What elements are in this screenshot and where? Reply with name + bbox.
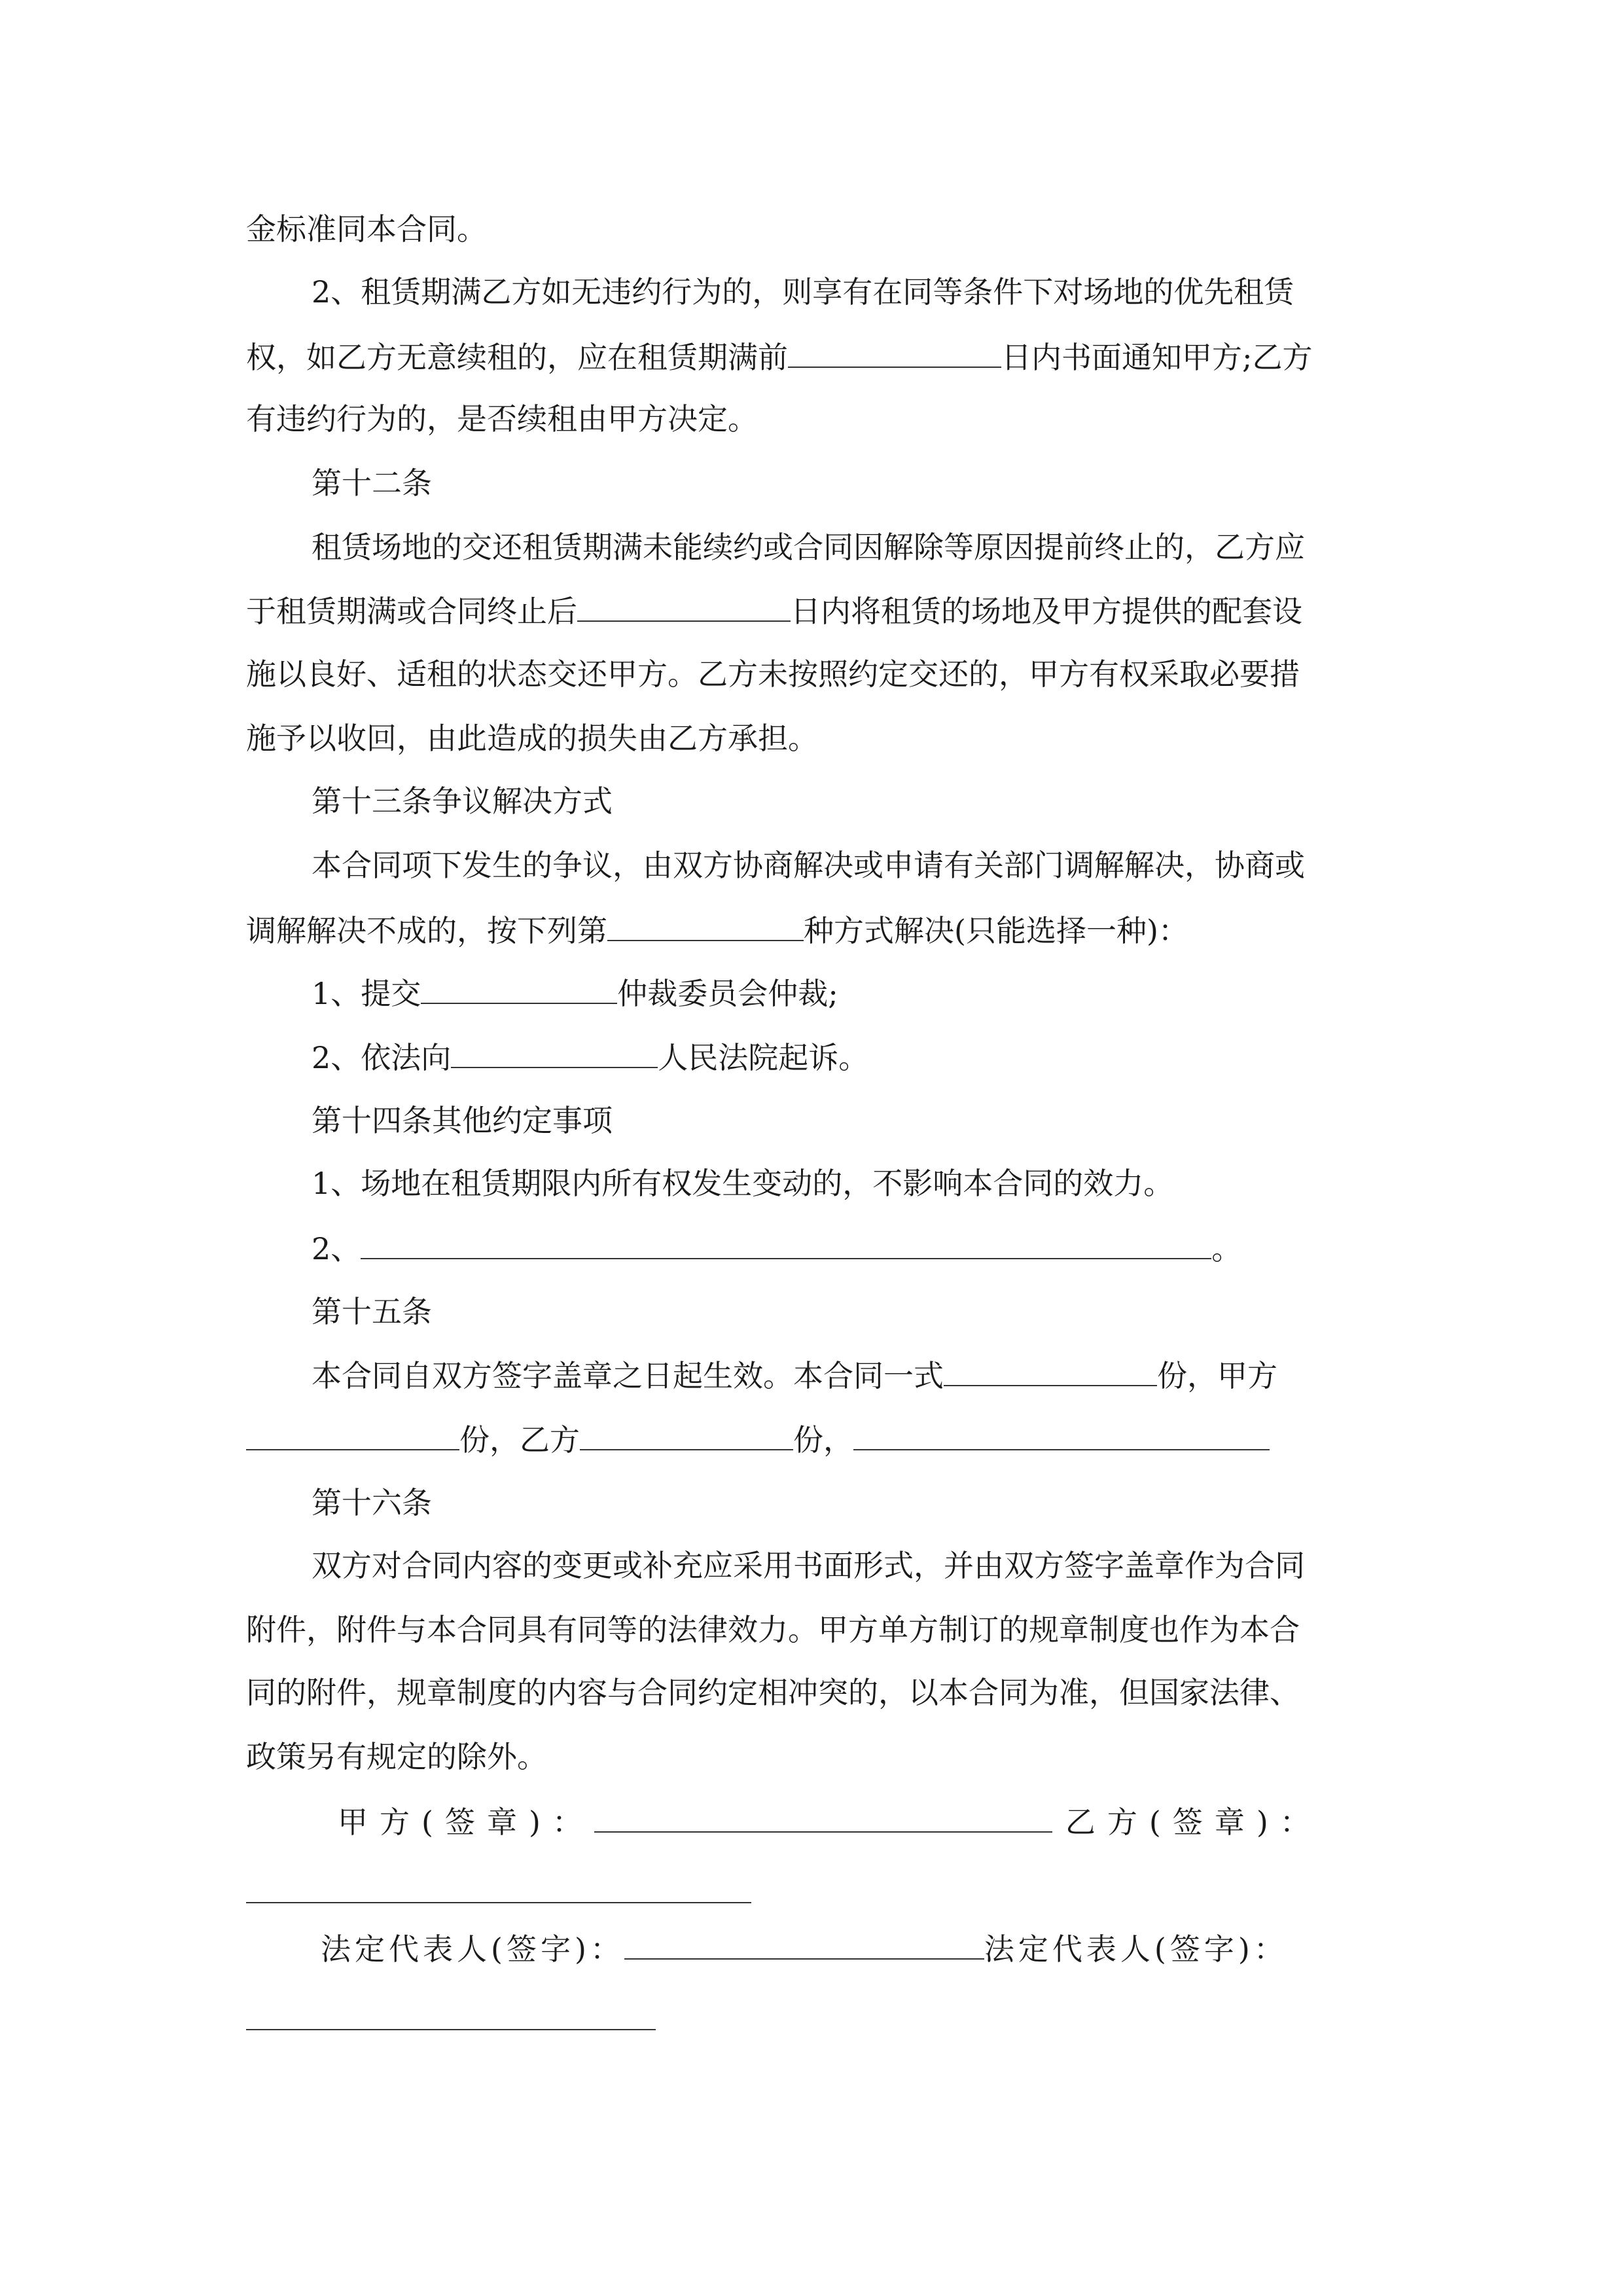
fill-blank: [607, 910, 804, 941]
text-line: 2、依法向 人民法院起诉。: [312, 1037, 868, 1077]
section-heading: 第十四条其他约定事项: [312, 1103, 613, 1138]
text-line: 权，如乙方无意续租的，应在租赁期满前 日内书面通知甲方;乙方: [246, 336, 1313, 377]
text-line: 1、场地在租赁期限内所有权发生变动的，不影响本合同的效力。: [312, 1166, 1174, 1201]
text-line: 同的附件，规章制度的内容与合同约定相冲突的，以本合同为准，但国家法律、: [246, 1675, 1300, 1710]
legal-rep-signature-line: 法定代表人(签字)： 法定代表人(签字)：: [321, 1928, 1288, 1969]
fill-blank: [853, 1419, 1270, 1450]
signature-rule: [246, 2029, 656, 2030]
fill-blank: [451, 1037, 658, 1068]
fill-blank: [361, 1228, 1211, 1259]
text-line: 2、租赁期满乙方如无违约行为的，则享有在同等条件下对场地的优先租赁: [312, 274, 1294, 310]
section-heading: 第十二条: [312, 465, 432, 501]
signature-rule: [246, 1902, 751, 1903]
fill-blank: [944, 1355, 1157, 1386]
fill-blank: [580, 1419, 793, 1450]
fill-blank: [577, 590, 791, 622]
party-a-signature-line: 甲方(签章)： 乙方(签章)：: [338, 1801, 1322, 1842]
section-heading: 第十六条: [312, 1485, 432, 1520]
text-line: 份，乙方 份，: [246, 1419, 1270, 1460]
text-line: 本合同项下发生的争议，由双方协商解决或申请有关部门调解解决，协商或: [312, 848, 1305, 883]
fill-blank: [788, 336, 1001, 368]
text-line: 于租赁期满或合同终止后 日内将租赁的场地及甲方提供的配套设: [246, 590, 1302, 631]
text-line: 2、 。: [312, 1228, 1241, 1268]
text-line: 施予以收回，由此造成的损失由乙方承担。: [246, 721, 818, 756]
section-heading: 第十五条: [312, 1294, 432, 1329]
text-line: 金标准同本合同。: [246, 211, 487, 247]
text-line: 本合同自双方签字盖章之日起生效。本合同一式 份，甲方: [312, 1355, 1277, 1395]
fill-blank: [594, 1801, 1052, 1833]
text-line: 施以良好、适租的状态交还甲方。乙方未按照约定交还的，甲方有权采取必要措: [246, 656, 1300, 692]
section-heading: 第十三条争议解决方式: [312, 783, 613, 819]
text-line: 租赁场地的交还租赁期满未能续约或合同因解除等原因提前终止的，乙方应: [312, 529, 1305, 565]
text-line: 调解解决不成的，按下列第 种方式解决(只能选择一种)：: [246, 910, 1188, 950]
fill-blank: [246, 1419, 459, 1450]
text-line: 政策另有规定的除外。: [246, 1739, 547, 1774]
text-line: 附件，附件与本合同具有同等的法律效力。甲方单方制订的规章制度也作为本合: [246, 1612, 1300, 1647]
text-line: 有违约行为的，是否续租由甲方决定。: [246, 401, 758, 437]
fill-blank: [624, 1928, 984, 1960]
fill-blank: [421, 973, 617, 1004]
text-line: 双方对合同内容的变更或补充应采用书面形式，并由双方签字盖章作为合同: [312, 1548, 1305, 1583]
text-line: 1、提交 仲裁委员会仲裁;: [312, 973, 838, 1013]
